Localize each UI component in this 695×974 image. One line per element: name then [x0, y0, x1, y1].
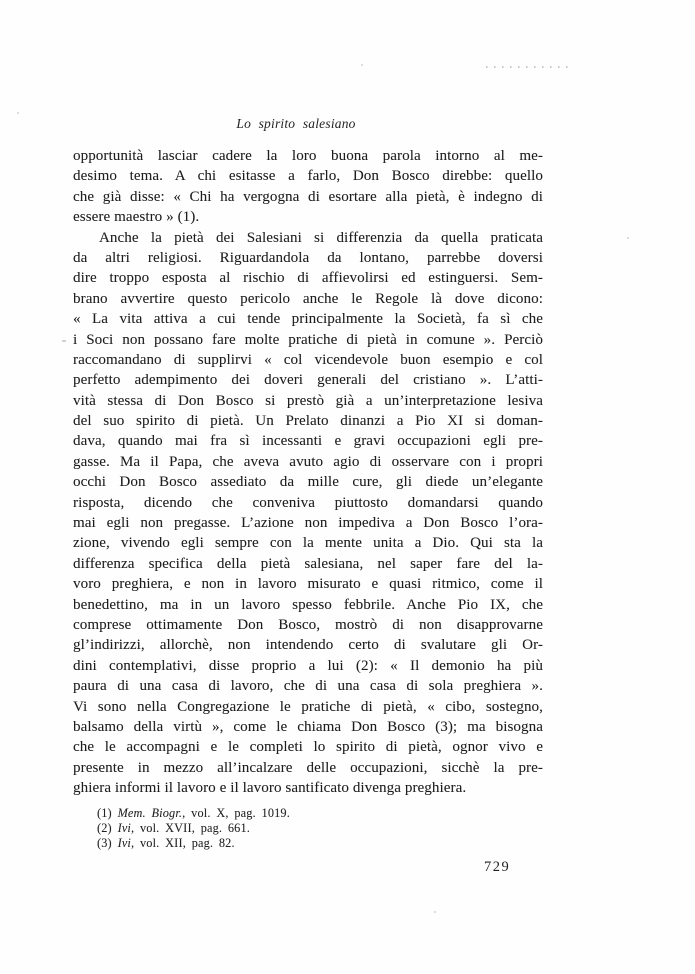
text-line: occhi Don Bosco assediato da mille cure, gli diede un’elegante [73, 474, 543, 491]
text-line: opportunità lasciar cadere la loro buona parola intorno al me- [73, 148, 543, 164]
page-number: 729 [484, 859, 511, 875]
text-line: risposta, dicendo che conveniva piuttosto domandarsi quando [73, 494, 543, 511]
text-line: i Soci non possano fare molte pratiche di pietà in comune ». Perciò [73, 331, 543, 348]
text-line: gl’indirizzi, allorchè, non intendendo certo di svalutare gli Or- [73, 637, 543, 654]
text-line: dini contemplativi, disse proprio a lui (2): « Il demonio ha più [73, 657, 543, 674]
text-line: del suo spirito di pietà. Un Prelato dinanzi a Pio XI si doman- [73, 413, 543, 430]
paragraph [73, 146, 543, 228]
text-line: perfetto adempimento dei doveri generali del cristiano ». L’atti- [73, 372, 543, 389]
scan-artifact-dot [361, 64, 363, 66]
scan-artifact-dot [17, 112, 19, 114]
text-line: che le accompagni e le completi lo spirito di pietà, ognor vivo e [73, 739, 543, 756]
text-line: gasse. Ma il Papa, che aveva avuto agio di osservare con i propri [73, 453, 543, 470]
text-line: mai egli non pregasse. L’azione non impediva a Don Bosco l’ora- [73, 515, 543, 532]
text-line: ghiera informi il lavoro e il lavoro santificato divenga preghiera. [73, 780, 467, 797]
text-line: Vi sono nella Congregazione le pratiche di pietà, « cibo, sostegno, [73, 698, 543, 715]
text-line: voro preghiera, e non in lavoro misurato e quasi ritmico, come il [73, 576, 543, 593]
footnote-reference: vol. XII, pag. 82. [134, 836, 235, 850]
footnote-reference: vol. X, pag. 1019. [185, 806, 290, 820]
text-line: desimo tema. A chi esitasse a farlo, Don Bosco direbbe: quello [73, 168, 543, 185]
scan-artifact-dot [627, 237, 629, 239]
text-line: dava, quando mai fra sì incessanti e gravi occupazioni egli pre- [73, 433, 543, 450]
text-line: che già disse: « Chi ha vergogna di esortare alla pietà, è indegno di [73, 188, 543, 205]
footnote-source: Ivi, [117, 836, 135, 850]
text-line: balsamo della virtù », come le chiama Don Bosco (3); ma bisogna [73, 718, 543, 735]
footnote-marker: (3) [97, 836, 118, 850]
footnote-marker: (2) [97, 821, 118, 835]
text-line: raccomandano di supplirvi « col vicendevole buon esempio e col [73, 351, 543, 368]
running-header: Lo spirito salesiano [236, 116, 356, 131]
footnotes [97, 806, 290, 851]
text-line: paura di una casa di lavoro, che di una casa di sola preghiera ». [73, 678, 543, 695]
paragraph [73, 228, 543, 799]
text-line: differenza specifica della pietà salesiana, nel saper fare del la- [73, 555, 543, 572]
text-line: dire troppo esposta al rischio di affievolirsi ed estinguersi. Sem- [73, 270, 543, 287]
text-line: comprese ottimamente Don Bosco, mostrò di non disapprovarne [73, 616, 543, 633]
text-line: presente in mezzo all’incalzare delle occupazioni, sicchè la pre- [73, 759, 543, 776]
scan-artifact-dash [62, 340, 66, 342]
body-text [73, 146, 543, 799]
text-line: da altri religiosi. Riguardandola da lontano, parrebbe doversi [73, 249, 543, 266]
footnote-source: Mem. Biogr., [117, 806, 186, 820]
text-line: brano avvertire questo pericolo anche le Regole là dove dicono: [73, 290, 543, 307]
footnote [97, 821, 290, 836]
text-line: essere maestro » (1). [73, 209, 200, 226]
footnote [97, 806, 290, 821]
text-line: « La vita attiva a cui tende principalmente la Società, fa sì che [73, 311, 543, 328]
footnote [97, 836, 290, 851]
scan-artifact-dot [434, 911, 436, 913]
scan-artifact-dotted-line [486, 66, 568, 68]
text-line: Anche la pietà dei Salesiani si differenzia da quella praticata [99, 229, 543, 246]
footnote-marker: (1) [97, 806, 118, 820]
text-line: vità stessa di Don Bosco si prestò già a un’interpretazione lesiva [73, 392, 543, 409]
text-line: zione, vivendo egli sempre con la mente unita a Dio. Qui sta la [73, 535, 543, 552]
footnote-source: Ivi, [117, 821, 135, 835]
footnote-reference: vol. XVII, pag. 661. [134, 821, 251, 835]
text-line: benedettino, ma in un lavoro spesso febbrile. Anche Pio IX, che [73, 596, 543, 613]
